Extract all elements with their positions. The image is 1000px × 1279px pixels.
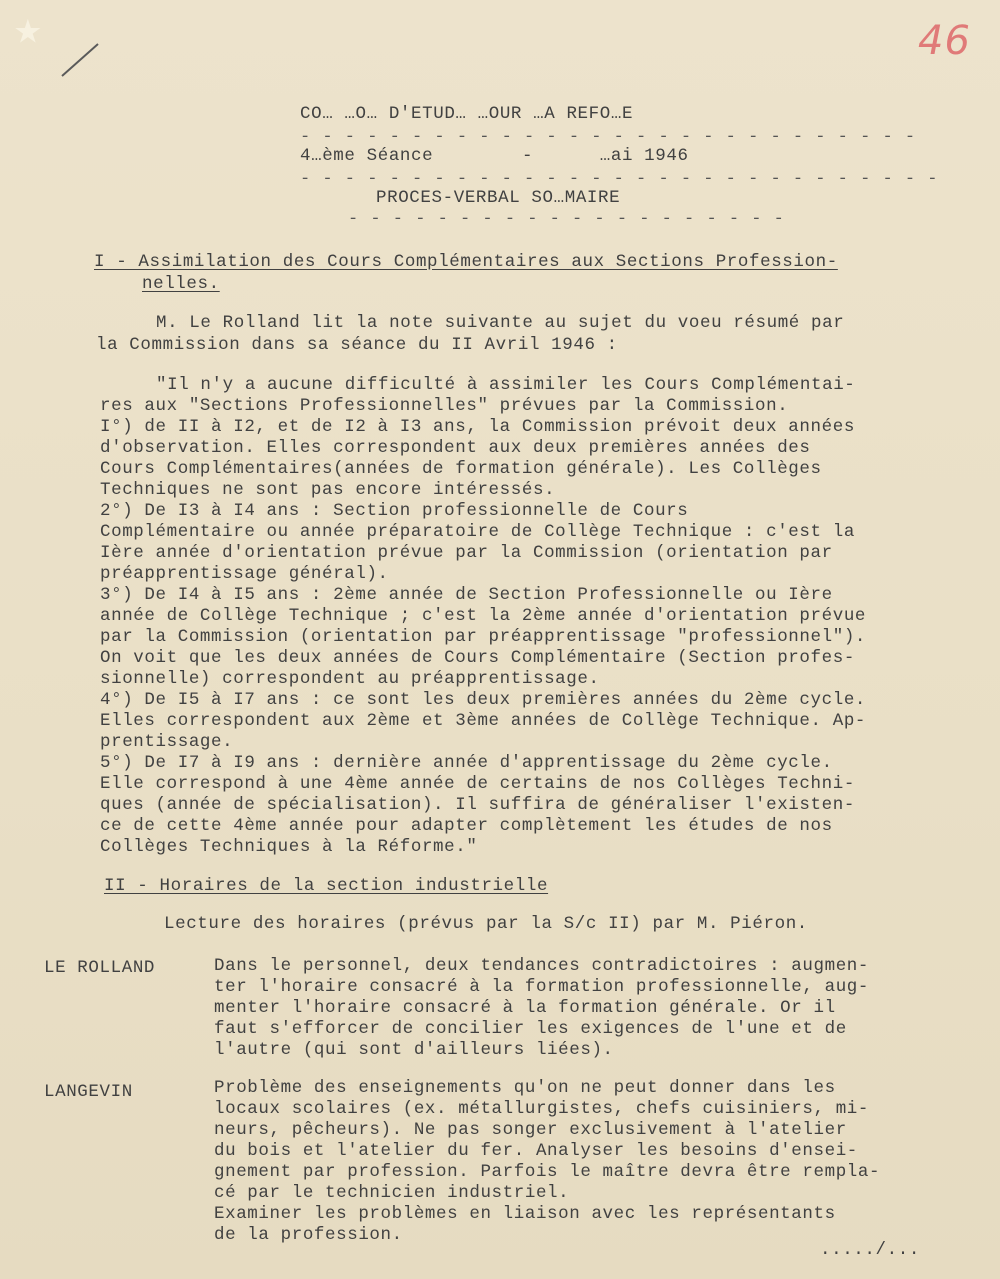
speech-line: neurs, pêcheurs). Ne pas songer exclusivement à l'atelier <box>214 1120 847 1140</box>
note-line: ques (année de spécialisation). Il suffira de généraliser l'existen- <box>100 795 855 815</box>
note-line: 3°) De I4 à I5 ans : 2ème année de Section Professionnelle ou Ière <box>100 585 833 605</box>
header-rule-1: - - - - - - - - - - - - - - - - - - - - - - - - - - - - <box>300 128 917 147</box>
speech-line: menter l'horaire consacré à la formation générale. Or il <box>214 998 836 1018</box>
note-line: Cours Complémentaires(années de formation générale). Les Collèges <box>100 459 822 479</box>
header-rule-2: - - - - - - - - - - - - - - - - - - - - - - - - - - - - - <box>300 170 939 189</box>
note-line: 2°) De I3 à I4 ans : Section professionnelle de Cours <box>100 501 689 521</box>
speech-line: Examiner les problèmes en liaison avec les représentants <box>214 1204 836 1224</box>
speech-line: cé par le technicien industriel. <box>214 1183 570 1203</box>
note-line: année de Collège Technique ; c'est la 2ème année d'orientation prévue <box>100 606 867 626</box>
speaker-name: LE ROLLAND <box>44 958 156 978</box>
page-number: 46 <box>918 18 971 64</box>
note-line: Elles correspondent aux 2ème et 3ème années de Collège Technique. Ap- <box>100 711 867 731</box>
note-line: ce de cette 4ème année pour adapter complètement les études de nos <box>100 816 833 836</box>
note-line: I°) de II à I2, et de I2 à I3 ans, la Commission prévoit deux années <box>100 417 855 437</box>
intro-line-2: la Commission dans sa séance du II Avril 1946 : <box>96 335 618 355</box>
document-subtitle: PROCES-VERBAL SO…MAIRE <box>376 188 621 208</box>
note-line: Complémentaire ou année préparatoire de Collège Technique : c'est la <box>100 522 855 542</box>
session-line: 4…ème Séance - …ai 1946 <box>300 146 689 166</box>
note-line: 4°) De I5 à I7 ans : ce sont les deux premières années du 2ème cycle. <box>100 690 867 710</box>
section-1-heading-cont: nelles. <box>142 274 220 294</box>
speech-line: Problème des enseignements qu'on ne peut donner dans les <box>214 1078 836 1098</box>
speech-line: l'autre (qui sont d'ailleurs liées). <box>214 1040 614 1060</box>
note-line: prentissage. <box>100 732 234 752</box>
continuation-mark: ...../... <box>820 1240 920 1260</box>
pencil-mark <box>58 40 102 80</box>
header-rule-3: - - - - - - - - - - - - - - - - - - - - <box>348 210 785 229</box>
note-line: Collèges Techniques à la Réforme." <box>100 837 478 857</box>
speech-line: du bois et l'atelier du fer. Analyser les besoins d'ensei- <box>214 1141 858 1161</box>
speech-line: gnement par profession. Parfois le maître devra être rempla- <box>214 1162 881 1182</box>
note-line: d'observation. Elles correspondent aux deux premières années des <box>100 438 811 458</box>
note-line: Elle correspond à une 4ème année de certains de nos Collèges Techni- <box>100 774 855 794</box>
note-line: sionnelle) correspondent au préapprentissage. <box>100 669 600 689</box>
speech-line: Dans le personnel, deux tendances contradictoires : augmen- <box>214 956 870 976</box>
note-line: On voit que les deux années de Cours Complémentaire (Section profes- <box>100 648 855 668</box>
speech-line: faut s'efforcer de concilier les exigences de l'une et de <box>214 1019 847 1039</box>
punch-hole-mark: ★ <box>14 5 42 57</box>
note-line: 5°) De I7 à I9 ans : dernière année d'apprentissage du 2ème cycle. <box>100 753 833 773</box>
note-line: par la Commission (orientation par préapprentissage "professionnel"). <box>100 627 867 647</box>
note-line: "Il n'y a aucune difficulté à assimiler les Cours Complémentai- <box>156 375 856 395</box>
intro-line-1: M. Le Rolland lit la note suivante au sujet du voeu résumé par <box>156 313 845 333</box>
document-title: CO… …O… D'ETUD… …OUR …A REFO…E <box>300 104 634 124</box>
section-2-heading: II - Horaires de la section industrielle <box>104 876 549 896</box>
speaker-name: LANGEVIN <box>44 1082 133 1102</box>
speech-line: locaux scolaires (ex. métallurgistes, chefs cuisiniers, mi- <box>214 1099 870 1119</box>
note-line: Techniques ne sont pas encore intéressés. <box>100 480 556 500</box>
note-line: Ière année d'orientation prévue par la Commission (orientation par <box>100 543 833 563</box>
note-line: res aux "Sections Professionnelles" prévues par la Commission. <box>100 396 789 416</box>
reading-note: Lecture des horaires (prévus par la S/c II) par M. Piéron. <box>164 914 808 934</box>
section-1-heading: I - Assimilation des Cours Complémentaires aux Sections Profession- <box>94 252 838 272</box>
speech-line: ter l'horaire consacré à la formation professionnelle, aug- <box>214 977 870 997</box>
speech-line: de la profession. <box>214 1225 403 1245</box>
note-line: préapprentissage général). <box>100 564 389 584</box>
